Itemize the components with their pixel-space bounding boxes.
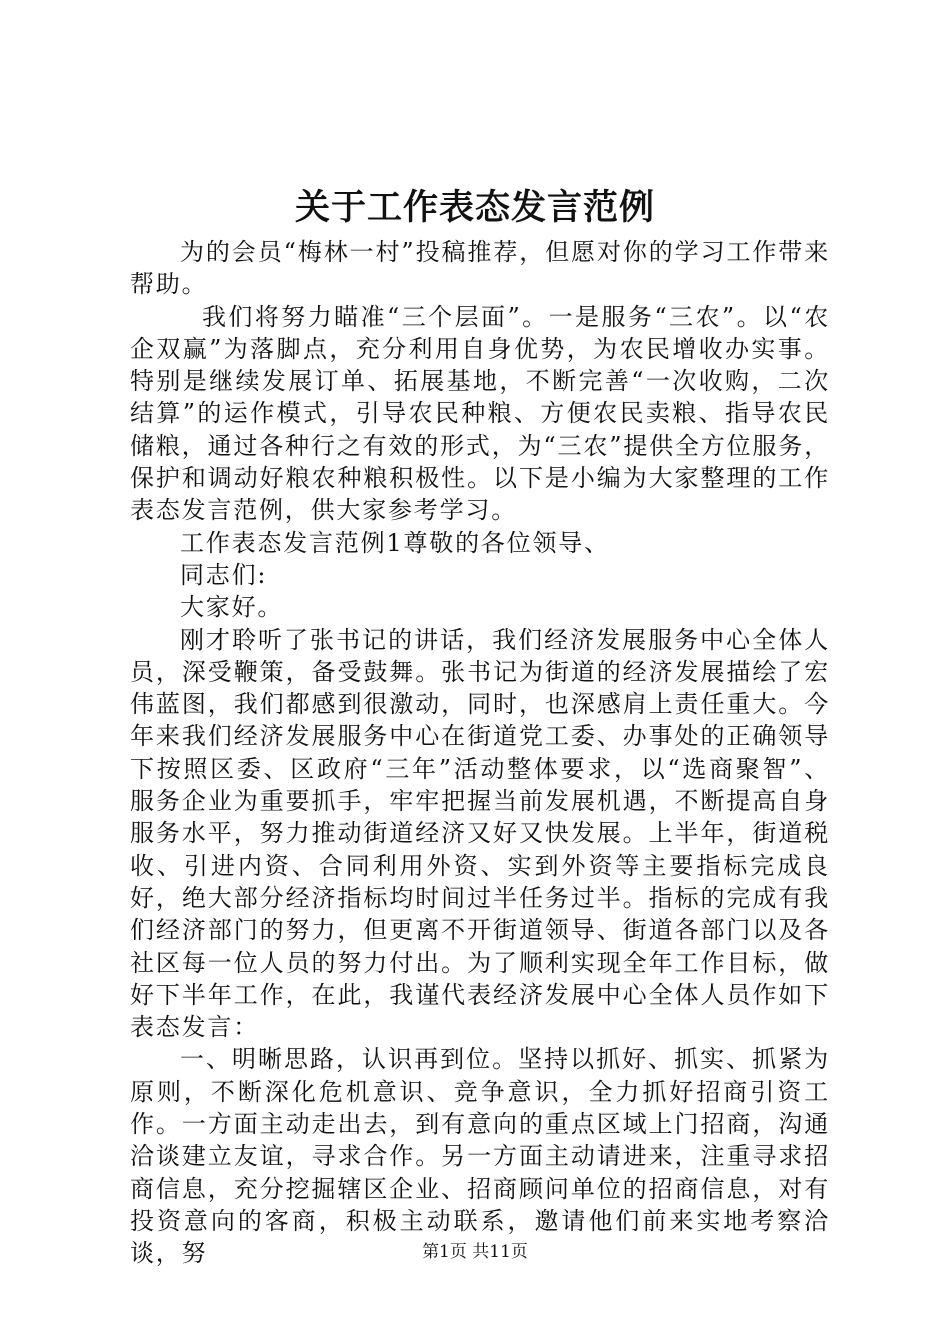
paragraph-example-heading: 工作表态发言范例1尊敬的各位领导、 <box>180 528 610 557</box>
document-body <box>130 236 830 1270</box>
document-title: 关于工作表态发言范例 <box>294 187 655 228</box>
paragraph-main: 刚才聆听了张书记的讲话，我们经济发展服务中心全体人员，深受鞭策，备受鼓舞。张书记为街道的经济发展描绘了宏伟蓝图，我们都感到很激动，同时，也深感肩上责任重大。今年来我们经济发展服务中心在街道党工委、办事处的正确领导下按照区委、区政府“三年”活动整体要求，以“选商聚智”、服务企业为重要抓手，牢牢把握当前发展机遇，不断提高自身服务水平，努力推动街道经济又好又快发展。上半年，街道税收、引进内资、合同利用外资、实到外资等主要指标完成良好，绝大部分经济指标均时间过半任务过半。指标的完成有我们经济部门的努力，但更离不开街道领导、街道各部门以及各社区每一位人员的努力付出。为了顺利实现全年工作目标，做好下半年工作，在此，我谨代表经济发展中心全体人员作如下表态发言： <box>130 625 830 1042</box>
paragraph-salutation: 同志们: <box>180 560 268 589</box>
paragraph-point-one: 一、明晰思路，认识再到位。坚持以抓好、抓实、抓紧为原则，不断深化危机意识、竞争意识，全力抓好招商引资工作。一方面主动走出去，到有意向的重点区域上门招商，沟通洽谈建立友谊，寻求合作。另一方面主动请进来，注重寻求招商信息，充分挖掘辖区企业、招商顾问单位的招商信息，对有投资意向的客商，积极主动联系，邀请他们前来实地考察洽谈，努 <box>130 1045 830 1268</box>
paragraph-summary: 我们将努力瞄准“三个层面”。一是服务“三农”。以“农企双赢”为落脚点，充分利用自身优势，为农民增收办实事。特别是继续发展订单、拓展基地，不断完善“一次收购，二次结算”的运作模式，引导农民种粮、方便农民卖粮、指导农民储粮，通过各种行之有效的形式，为“三农”提供全方位服务，保护和调动好粮农种粮积极性。以下是小编为大家整理的工作表态发言范例，供大家参考学习。 <box>130 302 830 525</box>
paragraph-intro: 为的会员“梅林一村”投稿推荐，但愿对你的学习工作带来帮助。 <box>130 238 830 299</box>
paragraph-greeting: 大家好。 <box>180 593 284 622</box>
page-footer: 第1页 共11页 <box>422 1242 528 1262</box>
